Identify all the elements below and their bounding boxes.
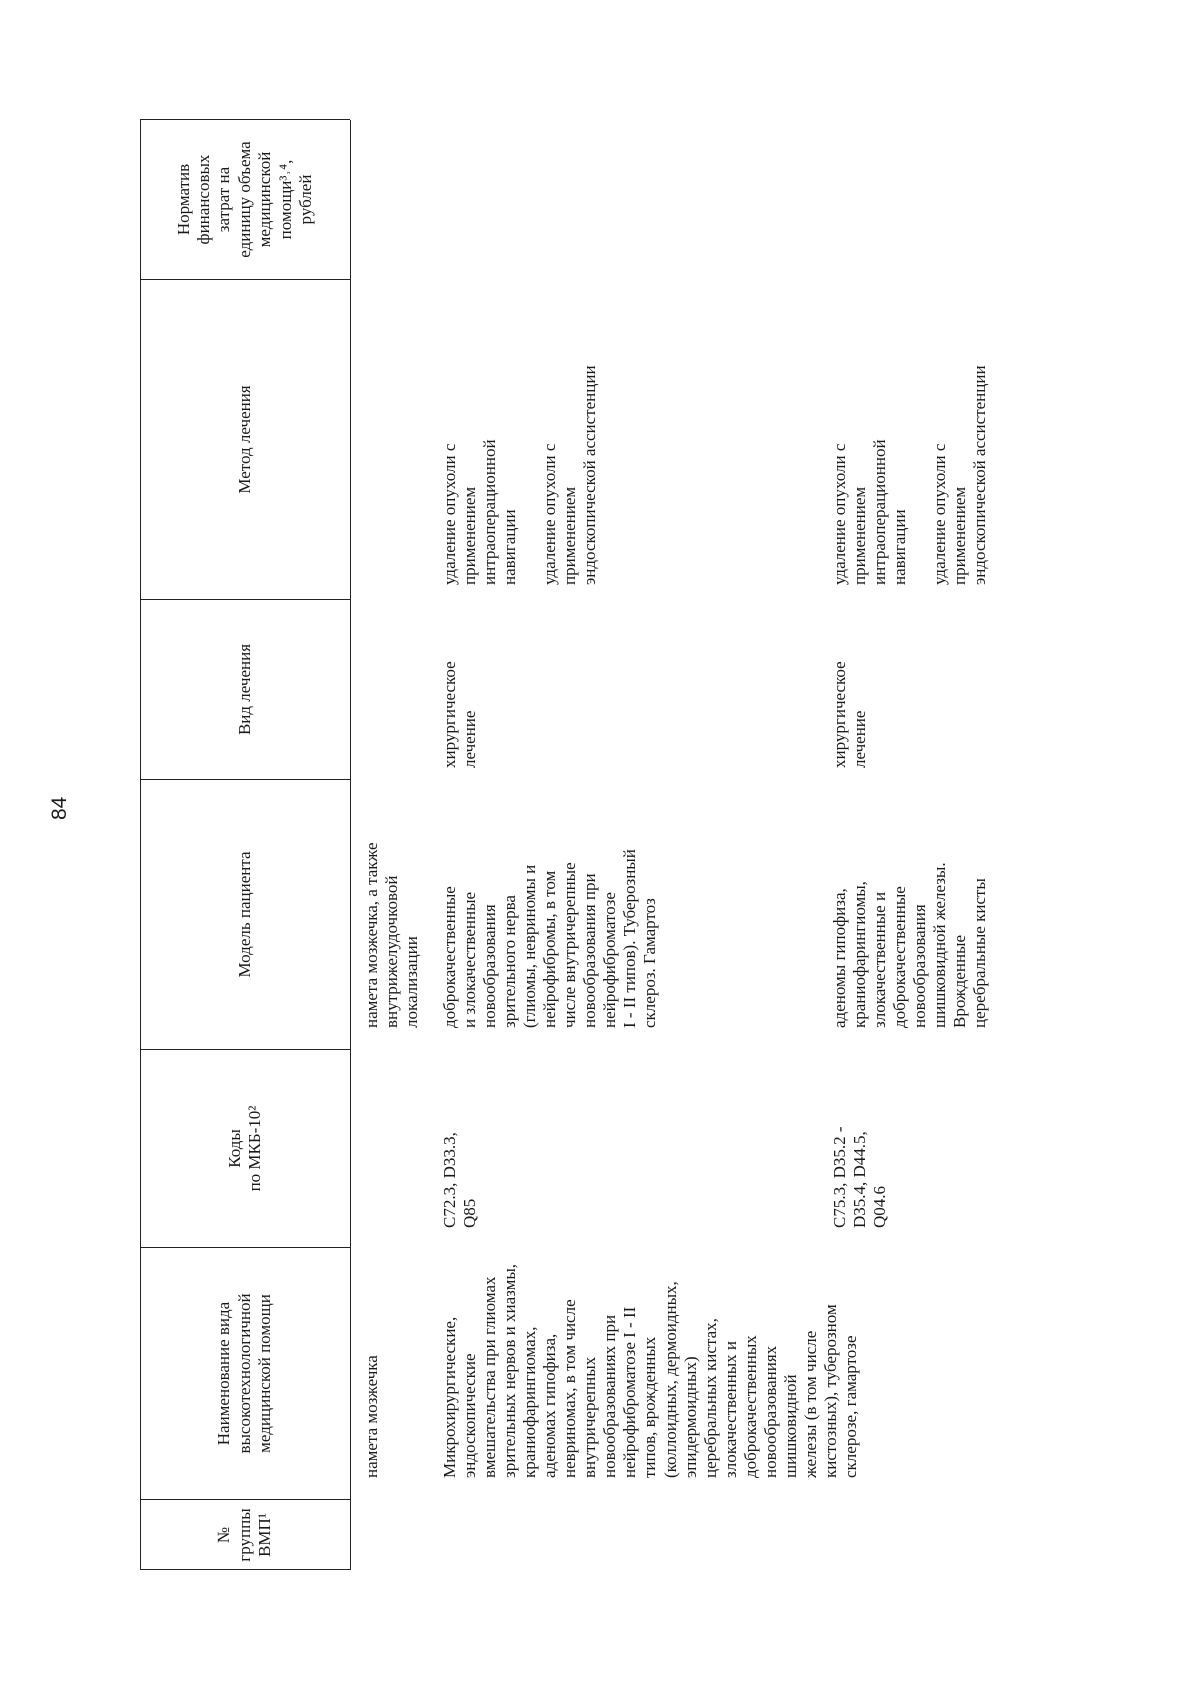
header-icd-codes: Коды по МКБ-10² [140,1050,350,1248]
row2-patient-model: аденомы гипофиза, краниофарингиомы, злокачественные и доброкачественные новообразования шишковидной железы. Врожденные церебральные кисты [830,862,990,1028]
page-number: 84 [48,796,71,820]
table-header-row [140,120,351,1570]
header-group-no: № группы ВМП¹ [214,1508,275,1562]
row1-treatment-type: хирургическое лечение [440,661,480,768]
row2-treatment-method: удаление опухоли с применением интраоперационной навигации удаление опухоли с применением эндоскопической ассистенции [830,365,990,585]
header-cost-standard: Норматив финансовых затрат на единицу объема медицинской помощи³˒⁴, рублей [140,120,350,280]
header-type-name: Наименование вида высокотехнологичной медицинской помощи [140,1248,350,1500]
row2-treatment-type: хирургическое лечение [830,661,870,768]
row1-icd-codes: C72.3, D33.3, Q85 [440,1132,480,1228]
rotated-table [140,120,1020,1570]
row1-patient-model: доброкачественные и злокачественные новообразования зрительного нерва (глиомы, невриномы и нейрофибромы, в том числе внутричерепные новообразования при нейрофиброматозе I - II типов). Туберозный склероз. Гамартоз [440,849,660,1028]
row0-patient-model: намета мозжечка, а также внутрижелудочковой локализации [362,842,422,1028]
header-patient-model: Модель пациента [140,780,350,1050]
row0-type-name: намета мозжечка [362,1355,381,1478]
header-treatment-type: Вид лечения [140,600,350,780]
header-treatment-method: Метод лечения [140,280,350,600]
row1-type-name: Микрохирургические, эндоскопические вмешательства при глиомах зрительных нервов и хиазмы, краниофарингиомах, аденомах гипофиза, невриномах, в том числе внутричерепных новообразованиях при нейрофиброматозе I - II типов, врожденных (коллоидных, дермоидных, эпидермоидных) церебральных кистах, злокачественных и доброкачественных новообразованиях шишковидной железы (в том числе кистозных), туберозном склерозе, гамартозе [440,1263,860,1478]
row1-treatment-method: удаление опухоли с применением интраоперационной навигации удаление опухоли с применением эндоскопической ассистенции [440,365,600,585]
row2-icd-codes: C75.3, D35.2 - D35.4, D44.5, Q04.6 [830,1126,890,1228]
